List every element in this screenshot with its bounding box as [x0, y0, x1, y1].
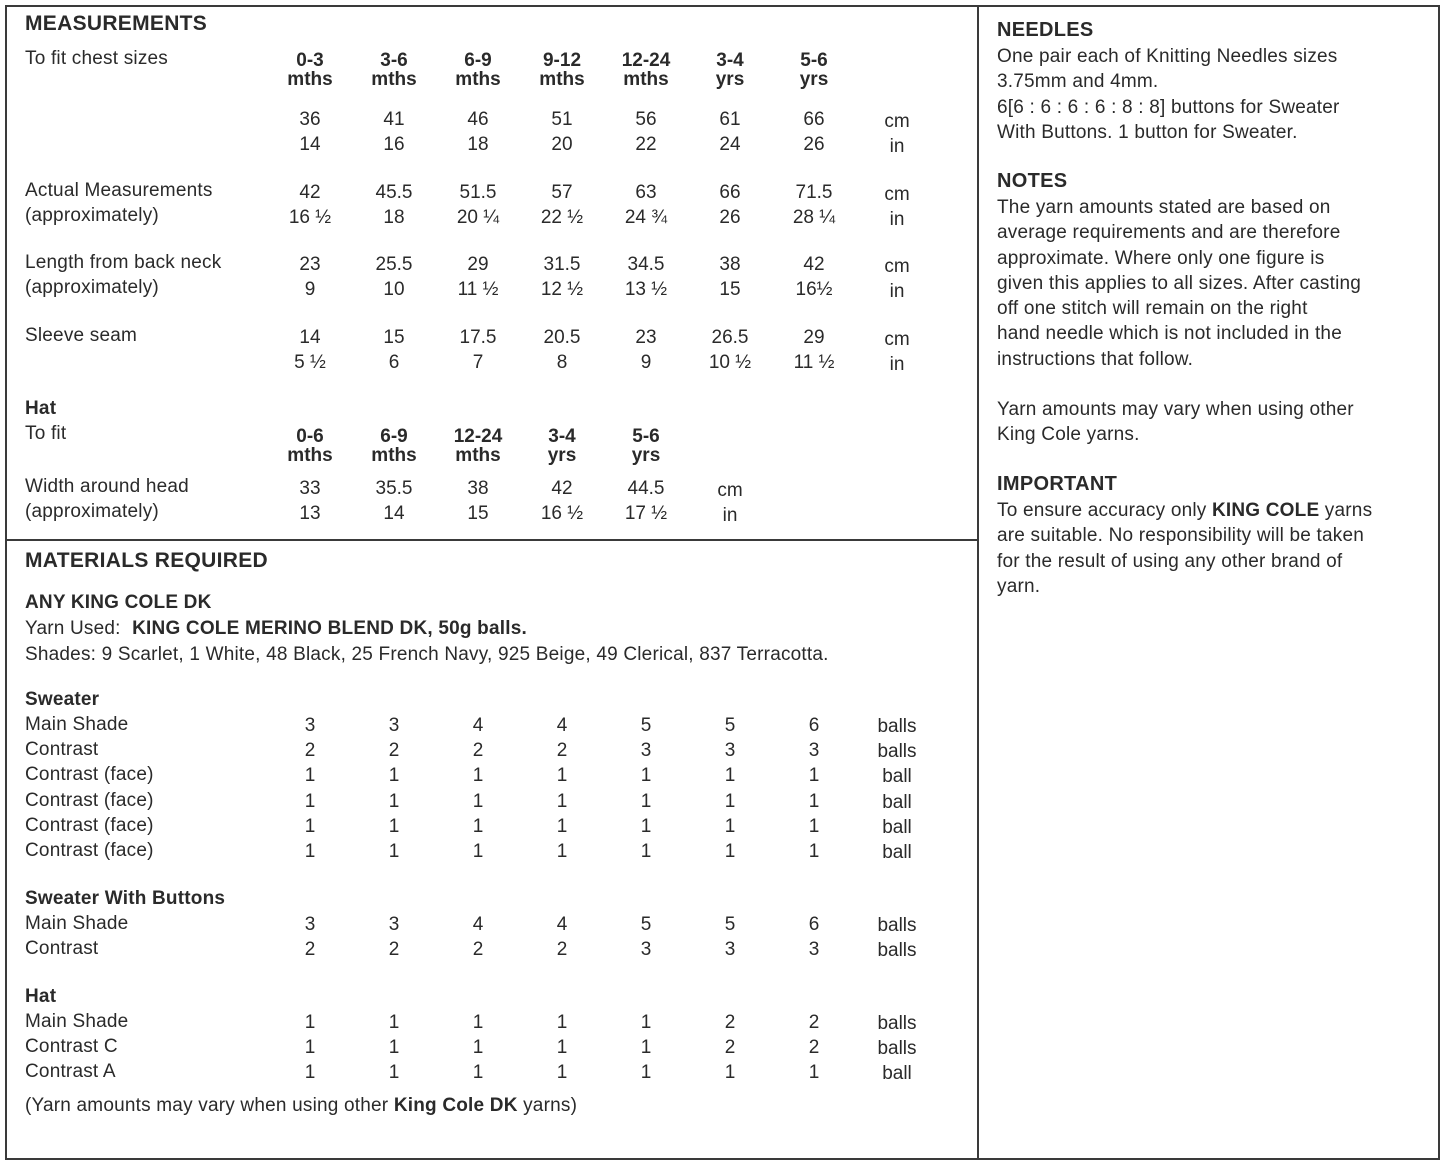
ball-count: 1	[724, 790, 736, 812]
measurement-label: Width around head	[25, 476, 189, 497]
size-range: 0-3	[296, 50, 324, 71]
notes-text	[997, 195, 1361, 372]
measurement-value: 57	[551, 182, 573, 203]
measurement-label: Sleeve seam	[25, 325, 138, 346]
ball-count: 1	[808, 841, 820, 862]
size-range: 3-6	[380, 50, 408, 71]
important-line: are suitable. No responsibility will be taken	[997, 525, 1365, 547]
material-label: Contrast	[25, 938, 99, 960]
notes-line: approximate. Where only one figure is	[997, 247, 1325, 269]
size-unit: yrs	[715, 69, 745, 90]
size-range: 6-9	[380, 426, 408, 447]
ball-count: 1	[808, 765, 820, 787]
yarn-name: KING COLE MERINO BLEND DK, 50g balls.	[132, 618, 527, 639]
ball-count: 2	[388, 740, 400, 762]
ball-count: 1	[640, 1062, 652, 1084]
measurement-value: 26	[803, 134, 825, 155]
measurement-value: 41	[383, 109, 405, 130]
ball-count: 5	[640, 715, 652, 736]
ball-count: 2	[472, 939, 484, 961]
measurement-value: 22 ½	[540, 207, 584, 228]
ball-count: 1	[388, 790, 400, 812]
needles-line: One pair each of Knitting Needles sizes	[997, 46, 1338, 67]
measurement-value: 17 ½	[624, 503, 668, 524]
size-unit: yrs	[799, 69, 829, 90]
group-heading: Sweater	[25, 689, 100, 710]
ball-count: 1	[556, 841, 568, 862]
measurement-label: (approximately)	[25, 277, 159, 298]
ball-count: 1	[724, 765, 736, 787]
size-range: 6-9	[464, 50, 492, 71]
size-header	[438, 51, 518, 89]
size-range: 12-24	[621, 50, 671, 71]
unit-label: cm	[717, 480, 743, 501]
ball-count: 2	[556, 740, 568, 762]
measurement-value: 16	[383, 134, 405, 155]
ball-count: 1	[472, 1037, 484, 1059]
size-range: 3-4	[548, 426, 576, 447]
measurement-label: Actual Measurements	[25, 180, 213, 201]
ball-count: 3	[388, 715, 400, 736]
measurement-value: 38	[467, 478, 489, 499]
ball-count: 5	[724, 914, 736, 935]
unit-label: cm	[884, 329, 910, 350]
ball-count: 1	[472, 815, 484, 837]
hat-size-heading: Hat	[25, 398, 57, 419]
measurement-value: 9	[304, 279, 316, 300]
ball-count: 1	[640, 841, 652, 862]
measurements-title: MEASUREMENTS	[25, 12, 208, 35]
ball-count: 4	[556, 914, 568, 935]
ball-unit: balls	[877, 1013, 917, 1034]
measurement-label: (approximately)	[25, 501, 159, 522]
frame-left-border	[5, 5, 7, 1160]
ball-count: 4	[472, 914, 484, 935]
measurement-value: 23	[299, 254, 321, 275]
ball-count: 2	[388, 939, 400, 961]
notes-line: King Cole yarns.	[997, 424, 1140, 446]
ball-count: 4	[556, 715, 568, 736]
measurement-value: 61	[719, 109, 741, 130]
section-divider	[5, 539, 978, 541]
ball-count: 2	[808, 1037, 820, 1059]
ball-count: 1	[556, 1012, 568, 1033]
ball-unit: balls	[877, 1038, 917, 1060]
unit-label: in	[889, 281, 905, 302]
frame-bottom-border	[5, 1158, 1440, 1160]
important-line: yarn.	[997, 575, 1041, 597]
ball-count: 1	[640, 1037, 652, 1059]
materials-title: MATERIALS REQUIRED	[25, 549, 269, 572]
measurement-value: 42	[551, 478, 573, 499]
measurement-value: 24	[719, 134, 741, 155]
measurement-value: 12 ½	[540, 279, 584, 300]
group-heading: Sweater With Buttons	[25, 888, 226, 909]
ball-unit: balls	[877, 716, 917, 737]
size-range: 3-4	[716, 50, 744, 71]
material-label: Contrast (face)	[25, 814, 154, 836]
ball-count: 1	[472, 765, 484, 787]
unit-label: cm	[884, 184, 910, 205]
size-unit: yrs	[631, 445, 661, 466]
measurement-value: 11 ½	[793, 352, 835, 373]
ball-count: 4	[472, 715, 484, 736]
size-header	[606, 427, 686, 465]
footnote-brand: King Cole DK	[393, 1095, 518, 1116]
ball-count: 5	[640, 914, 652, 935]
important-line	[997, 498, 1372, 523]
measurement-value: 26.5	[711, 327, 749, 348]
notes-line: Yarn amounts may vary when using other	[997, 399, 1354, 420]
measurement-value: 44.5	[627, 478, 665, 499]
size-header	[606, 51, 686, 89]
ball-count: 1	[556, 815, 568, 837]
brand-heading: ANY KING COLE DK	[25, 592, 212, 613]
measurement-value: 25.5	[375, 254, 413, 275]
unit-label: in	[889, 136, 905, 157]
material-label: Main Shade	[25, 913, 129, 934]
ball-count: 2	[472, 740, 484, 762]
important-text-end: yarns	[1319, 500, 1373, 521]
measurement-value: 42	[299, 182, 321, 203]
measurement-value: 36	[299, 109, 321, 130]
ball-count: 5	[724, 715, 736, 736]
ball-count: 1	[808, 1062, 820, 1084]
size-header	[270, 427, 350, 465]
measurement-value: 66	[803, 109, 825, 130]
notes-line: off one stitch will remain on the right	[997, 298, 1308, 320]
measurement-value: 15	[719, 279, 741, 300]
size-unit: mths	[371, 445, 417, 466]
measurement-value: 16 ½	[288, 207, 332, 228]
material-label: Contrast (face)	[25, 840, 154, 861]
measurement-value: 11 ½	[457, 279, 499, 300]
measurement-value: 15	[383, 327, 405, 348]
notes-yarn-text	[997, 397, 1354, 448]
measurement-value: 7	[472, 352, 484, 373]
unit-label: cm	[884, 111, 910, 132]
size-unit: mths	[455, 69, 501, 90]
measurement-value: 63	[635, 182, 657, 203]
measurement-value: 51.5	[459, 182, 497, 203]
material-label: Contrast (face)	[25, 789, 154, 811]
size-unit: mths	[371, 69, 417, 90]
ball-count: 2	[724, 1012, 736, 1033]
size-unit: mths	[287, 445, 333, 466]
ball-count: 2	[724, 1037, 736, 1059]
ball-count: 3	[388, 914, 400, 935]
measurement-value: 33	[299, 478, 321, 499]
group-heading: Hat	[25, 986, 57, 1007]
ball-count: 1	[724, 841, 736, 862]
notes-line: average requirements and are therefore	[997, 222, 1341, 244]
ball-count: 3	[304, 715, 316, 736]
size-header	[522, 427, 602, 465]
measurement-value: 18	[467, 134, 489, 155]
ball-count: 1	[640, 815, 652, 837]
notes-line: hand needle which is not included in the	[997, 323, 1342, 345]
important-text-start: To ensure accuracy only	[997, 500, 1212, 521]
measurement-value: 10 ½	[708, 352, 752, 373]
needles-heading: NEEDLES	[997, 19, 1094, 41]
ball-count: 6	[808, 715, 820, 736]
ball-count: 2	[304, 939, 316, 961]
measurement-value: 17.5	[459, 327, 497, 348]
size-unit: yrs	[547, 445, 577, 466]
unit-label: in	[722, 505, 738, 526]
size-header	[690, 51, 770, 89]
unit-label: cm	[884, 256, 910, 277]
shades-line: Shades: 9 Scarlet, 1 White, 48 Black, 25 French Navy, 925 Beige, 49 Clerical, 837 Terracotta.	[25, 644, 829, 665]
size-range: 5-6	[632, 426, 660, 447]
frame-top-border	[5, 5, 1440, 7]
size-range: 5-6	[800, 50, 828, 71]
measurement-value: 20 ¼	[456, 207, 500, 228]
ball-count: 1	[724, 1062, 736, 1084]
material-label: Contrast C	[25, 1036, 118, 1058]
ball-unit: balls	[877, 741, 917, 763]
size-range: 9-12	[542, 50, 582, 71]
material-label: Contrast (face)	[25, 764, 154, 786]
measurement-value: 26	[719, 207, 741, 228]
material-label: Main Shade	[25, 1011, 129, 1032]
size-header	[438, 427, 518, 465]
size-header	[354, 51, 434, 89]
unit-label: in	[889, 354, 905, 375]
ball-count: 1	[640, 765, 652, 787]
yarn-footnote	[25, 1094, 577, 1118]
ball-count: 1	[808, 815, 820, 837]
ball-unit: ball	[882, 766, 912, 788]
measurement-value: 6	[388, 352, 400, 373]
measurement-value: 71.5	[795, 182, 833, 203]
ball-count: 1	[640, 790, 652, 812]
measurement-value: 22	[635, 134, 657, 155]
ball-count: 3	[808, 740, 820, 762]
ball-count: 3	[640, 939, 652, 961]
measurement-value: 66	[719, 182, 741, 203]
important-line: for the result of using any other brand of	[997, 550, 1343, 572]
measurement-value: 29	[803, 327, 825, 348]
ball-count: 3	[724, 740, 736, 762]
important-brand: KING COLE	[1211, 500, 1320, 521]
measurement-value: 5 ½	[294, 352, 326, 373]
ball-count: 1	[304, 765, 316, 787]
notes-line: The yarn amounts stated are based on	[997, 197, 1331, 218]
ball-count: 1	[304, 790, 316, 812]
measurement-value: 28 ¼	[792, 207, 836, 228]
measurement-value: 16 ½	[540, 503, 584, 524]
ball-unit: ball	[882, 842, 912, 863]
ball-count: 1	[808, 790, 820, 812]
measurement-value: 20.5	[543, 327, 581, 348]
measurement-value: 14	[299, 134, 321, 155]
footnote-text-start: (Yarn amounts may vary when using other	[25, 1095, 394, 1116]
ball-count: 1	[472, 841, 484, 862]
measurement-value: 9	[640, 352, 652, 373]
material-label: Main Shade	[25, 714, 129, 735]
measurement-value: 13 ½	[624, 279, 668, 300]
measurement-value: 16½	[795, 279, 833, 300]
measurement-value: 10	[383, 279, 405, 300]
measurement-value: 35.5	[375, 478, 413, 499]
ball-count: 1	[304, 1062, 316, 1084]
needles-line: 6[6 : 6 : 6 : 6 : 8 : 8] buttons for Sweater	[997, 96, 1340, 118]
ball-count: 1	[556, 790, 568, 812]
ball-unit: ball	[882, 1063, 912, 1085]
ball-count: 3	[724, 939, 736, 961]
material-label: Contrast	[25, 739, 99, 761]
measurement-label: (approximately)	[25, 205, 159, 226]
ball-count: 1	[304, 1012, 316, 1033]
ball-count: 2	[808, 1012, 820, 1033]
measurement-value: 13	[299, 503, 321, 524]
measurement-value: 51	[551, 109, 573, 130]
hat-fit-label: To fit	[25, 423, 67, 444]
column-divider	[977, 5, 979, 1160]
measurement-value: 23	[635, 327, 657, 348]
ball-count: 1	[388, 841, 400, 862]
ball-count: 3	[808, 939, 820, 961]
ball-count: 1	[388, 1062, 400, 1084]
ball-count: 1	[472, 1062, 484, 1084]
yarn-used-line	[25, 617, 527, 641]
needles-line: 3.75mm and 4mm.	[997, 71, 1159, 93]
ball-count: 1	[388, 815, 400, 837]
measurement-value: 29	[467, 254, 489, 275]
ball-count: 1	[304, 1037, 316, 1059]
ball-count: 1	[556, 1037, 568, 1059]
needles-text	[997, 44, 1340, 145]
ball-count: 2	[556, 939, 568, 961]
ball-unit: balls	[877, 940, 917, 962]
size-header	[354, 427, 434, 465]
size-header	[270, 51, 350, 89]
yarn-used-prefix: Yarn Used:	[25, 618, 121, 639]
ball-count: 1	[304, 841, 316, 862]
size-unit: mths	[455, 445, 501, 466]
measurement-value: 31.5	[543, 254, 581, 275]
important-heading: IMPORTANT	[997, 473, 1118, 495]
ball-unit: ball	[882, 791, 912, 813]
measurement-value: 15	[467, 503, 489, 524]
size-range: 12-24	[453, 426, 503, 447]
size-unit: mths	[287, 69, 333, 90]
measurement-value: 42	[803, 254, 825, 275]
unit-label: in	[889, 209, 905, 230]
measurement-value: 56	[635, 109, 657, 130]
important-text	[997, 498, 1372, 599]
ball-count: 1	[388, 1012, 400, 1033]
measurement-value: 14	[299, 327, 321, 348]
ball-count: 1	[304, 815, 316, 837]
frame-right-border	[1438, 5, 1440, 1160]
ball-unit: ball	[882, 816, 912, 838]
size-range: 0-6	[296, 426, 324, 447]
ball-count: 2	[304, 740, 316, 762]
ball-count: 1	[640, 1012, 652, 1033]
notes-line: given this applies to all sizes. After casting	[997, 272, 1362, 294]
ball-count: 1	[724, 815, 736, 837]
notes-line: instructions that follow.	[997, 348, 1194, 370]
ball-count: 6	[808, 914, 820, 935]
needles-line: With Buttons. 1 button for Sweater.	[997, 121, 1298, 143]
measurement-value: 45.5	[375, 182, 413, 203]
size-header	[774, 51, 854, 89]
size-header	[522, 51, 602, 89]
ball-count: 1	[388, 1037, 400, 1059]
ball-count: 3	[640, 740, 652, 762]
measurement-value: 8	[556, 352, 568, 373]
measurement-value: 46	[467, 109, 489, 130]
ball-count: 1	[388, 765, 400, 787]
ball-count: 1	[556, 1062, 568, 1084]
ball-count: 1	[556, 765, 568, 787]
notes-heading: NOTES	[997, 170, 1068, 192]
measurement-value: 20	[551, 134, 573, 155]
chest-sizes-label: To fit chest sizes	[25, 48, 168, 69]
ball-count: 1	[472, 1012, 484, 1033]
size-unit: mths	[539, 69, 585, 90]
size-unit: mths	[623, 69, 669, 90]
ball-unit: balls	[877, 915, 917, 936]
measurement-label: Length from back neck	[25, 252, 222, 273]
measurement-value: 24 ¾	[624, 207, 668, 228]
measurement-value: 14	[383, 503, 405, 524]
footnote-text-end: yarns)	[517, 1095, 578, 1116]
ball-count: 3	[304, 914, 316, 935]
material-label: Contrast A	[25, 1061, 116, 1083]
measurement-value: 18	[383, 207, 405, 228]
measurement-value: 38	[719, 254, 741, 275]
ball-count: 1	[472, 790, 484, 812]
measurement-value: 34.5	[627, 254, 665, 275]
